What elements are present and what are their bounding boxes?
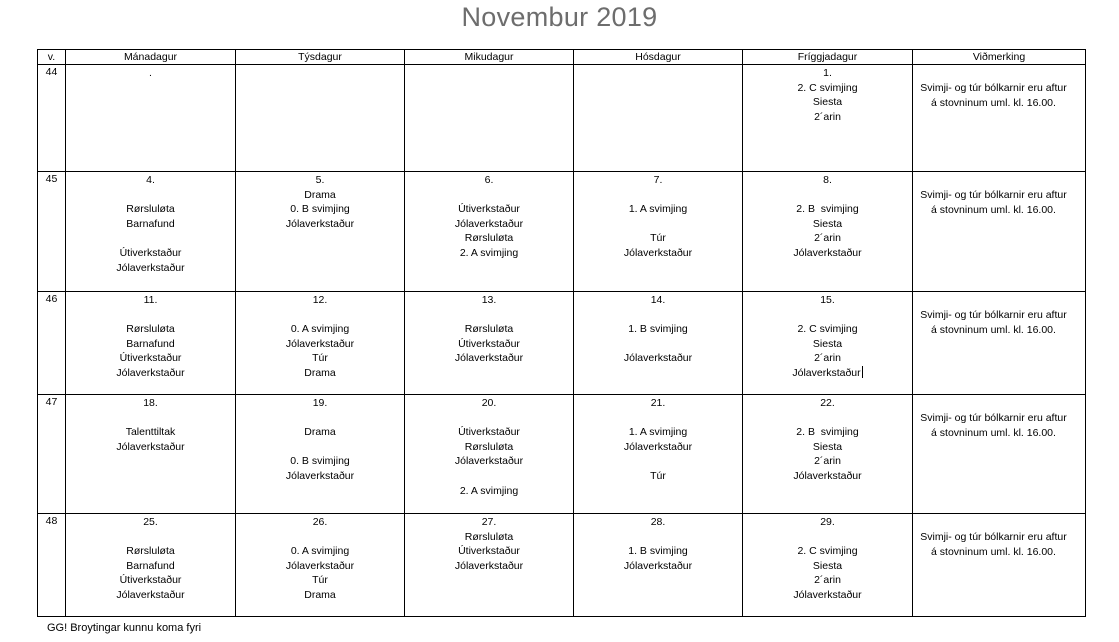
activity-item: Útiverkstaður	[119, 246, 182, 259]
activity-item: Jólaverkstaður	[454, 352, 524, 365]
week-row	[38, 395, 1086, 514]
day-date: 5.	[315, 174, 325, 186]
text-cursor	[862, 366, 863, 378]
activity-item: Útiverkstaður	[458, 545, 520, 558]
activity-item	[405, 308, 573, 323]
activity-item: Jólaverkstaður	[792, 366, 861, 379]
activity-item	[574, 411, 742, 426]
activity-item: Drama	[304, 426, 336, 439]
day-cell-friday	[743, 65, 913, 172]
activity-item: Jólaverkstaður	[116, 366, 185, 379]
day-date: 22.	[820, 397, 835, 409]
activity-item: 2´arin	[814, 232, 841, 245]
activity-item: Talenttiltak	[125, 426, 176, 439]
activity-item	[66, 231, 235, 246]
activity-item: 2. C svimjing	[797, 81, 858, 94]
activity-item	[743, 411, 912, 426]
activity-item: Jólaverkstaður	[793, 246, 862, 259]
day-date: 21.	[650, 397, 666, 409]
activity-item	[66, 411, 235, 426]
activity-item: 0. B svimjing	[290, 455, 350, 468]
day-date: 25.	[143, 516, 158, 528]
activity-item	[574, 188, 742, 203]
day-date: 27.	[481, 516, 497, 528]
note-cell	[913, 395, 1086, 514]
day-cell-tuesday	[236, 514, 405, 617]
column-header-tuesday: Týsdagur	[236, 50, 405, 65]
activity-item: 2. C svimjing	[797, 323, 858, 336]
footer-note: GG! Broytingar kunnu koma fyri	[47, 622, 202, 634]
day-date: 11.	[143, 294, 158, 306]
day-cell-tuesday	[236, 395, 405, 514]
activity-item: Jólaverkstaður	[285, 559, 355, 572]
activity-item: Jólaverkstaður	[454, 559, 524, 572]
day-cell-monday	[66, 172, 236, 292]
day-date: .	[149, 67, 152, 79]
activity-item: 2. A svimjing	[459, 484, 519, 497]
activity-item: Jólaverkstaður	[116, 440, 185, 453]
activity-item: Útiverkstaður	[119, 574, 182, 587]
activity-item: Jólaverkstaður	[285, 337, 355, 350]
activity-item	[574, 530, 742, 545]
activity-item: 0. A svimjing	[290, 323, 350, 336]
header-row	[38, 50, 1086, 65]
note-cell	[913, 172, 1086, 292]
activity-item: Jólaverkstaður	[454, 217, 524, 230]
activity-item	[405, 188, 573, 203]
note-cell	[913, 292, 1086, 395]
activity-item: Rørsluløta	[464, 323, 514, 336]
day-date: 1.	[823, 67, 832, 79]
day-cell-wednesday	[405, 514, 574, 617]
day-date: 12.	[312, 294, 328, 306]
activity-item: Útiverkstaður	[458, 426, 520, 439]
day-date: 18.	[143, 397, 158, 409]
day-date: 6.	[484, 174, 494, 186]
note-text: Svimji- og túr bólkarnir eru aftur á stovninum uml. kl. 16.00.	[920, 412, 1067, 439]
activity-item: Túr	[650, 232, 666, 245]
note-text: Svimji- og túr bólkarnir eru aftur á stovninum uml. kl. 16.00.	[920, 189, 1067, 216]
week-row	[38, 514, 1086, 617]
activity-item: Útiverkstaður	[458, 337, 520, 350]
activity-item: 1. A svimjing	[628, 203, 688, 216]
activity-item: Jólaverkstaður	[116, 588, 185, 601]
week-number: 47	[38, 395, 66, 514]
activity-item: Jólaverkstaður	[623, 559, 693, 572]
activity-item: Barnafund	[126, 559, 175, 572]
day-cell-friday	[743, 395, 913, 514]
activity-item: Barnafund	[126, 337, 175, 350]
day-date: 29.	[820, 516, 835, 528]
activity-item: 1. B svimjing	[628, 545, 688, 558]
day-cell-tuesday	[236, 65, 405, 172]
activity-item: Jólaverkstaður	[623, 246, 693, 259]
day-date: 15.	[820, 294, 835, 306]
day-cell-thursday	[574, 395, 743, 514]
day-date: 28.	[650, 516, 666, 528]
week-number: 46	[38, 292, 66, 395]
activity-item: Jólaverkstaður	[793, 588, 862, 601]
day-date: 20.	[481, 397, 497, 409]
day-date: 8.	[823, 174, 832, 186]
activity-item: Siesta	[812, 337, 843, 350]
note-text: Svimji- og túr bólkarnir eru aftur á stovninum uml. kl. 16.00.	[920, 531, 1067, 558]
column-header-monday: Mánadagur	[66, 50, 236, 65]
activity-item	[66, 530, 235, 545]
activity-item: Útiverkstaður	[119, 352, 182, 365]
activity-item: Útiverkstaður	[458, 203, 520, 216]
activity-item	[66, 188, 235, 203]
note-text: Svimji- og túr bólkarnir eru aftur á stovninum uml. kl. 16.00.	[920, 82, 1067, 109]
calendar-table	[37, 49, 1086, 617]
week-row	[38, 292, 1086, 395]
activity-item	[236, 308, 404, 323]
activity-item: Rørsluløta	[126, 545, 175, 558]
activity-item: Jólaverkstaður	[623, 440, 693, 453]
activity-item: Siesta	[812, 217, 843, 230]
note-cell	[913, 65, 1086, 172]
activity-item: Jólaverkstaður	[285, 217, 355, 230]
activity-item: Jólaverkstaður	[454, 455, 524, 468]
day-date: 13.	[481, 294, 497, 306]
activity-item	[405, 411, 573, 426]
activity-item: 0. B svimjing	[290, 203, 350, 216]
page-title: Novembur 2019	[461, 2, 658, 32]
activity-item: 2. B svimjing	[796, 203, 859, 216]
column-header-wednesday: Mikudagur	[405, 50, 574, 65]
day-cell-monday	[66, 65, 236, 172]
day-cell-thursday	[574, 172, 743, 292]
day-cell-tuesday	[236, 292, 405, 395]
activity-item: 2´arin	[814, 574, 841, 587]
activity-item: Túr	[312, 352, 328, 365]
activity-item	[743, 188, 912, 203]
day-cell-wednesday	[405, 292, 574, 395]
activity-item: Rørsluløta	[464, 530, 514, 543]
day-cell-monday	[66, 292, 236, 395]
activity-item: Siesta	[812, 440, 843, 453]
activity-item: 2´arin	[814, 352, 841, 365]
activity-item	[743, 308, 912, 323]
day-date: 26.	[312, 516, 328, 528]
day-cell-friday	[743, 292, 913, 395]
activity-item: Rørsluløta	[464, 440, 514, 453]
column-header-thursday: Hósdagur	[574, 50, 743, 65]
activity-item	[574, 454, 742, 469]
activity-item: 2. B svimjing	[796, 426, 859, 439]
activity-item: 2´arin	[814, 455, 841, 468]
activity-item: Jólaverkstaður	[285, 469, 355, 482]
activity-item	[574, 337, 742, 352]
activity-item: Drama	[304, 366, 336, 379]
activity-item: 0. A svimjing	[290, 545, 350, 558]
activity-item	[743, 530, 912, 545]
week-number: 44	[38, 65, 66, 172]
activity-item	[236, 440, 404, 455]
activity-item	[574, 217, 742, 232]
column-header-week: v.	[38, 50, 66, 65]
column-header-friday: Fríggjadagur	[743, 50, 913, 65]
note-cell	[913, 514, 1086, 617]
day-cell-wednesday	[405, 172, 574, 292]
activity-item	[236, 530, 404, 545]
week-row	[38, 172, 1086, 292]
column-header-notes: Viðmerking	[913, 50, 1086, 65]
activity-item	[236, 411, 404, 426]
activity-item: Drama	[304, 588, 336, 601]
activity-item	[66, 308, 235, 323]
note-text: Svimji- og túr bólkarnir eru aftur á stovninum uml. kl. 16.00.	[920, 309, 1067, 336]
week-row	[38, 65, 1086, 172]
activity-item: 2´arin	[814, 110, 841, 123]
activity-item	[574, 308, 742, 323]
week-number: 45	[38, 172, 66, 292]
day-cell-monday	[66, 514, 236, 617]
day-date: 7.	[653, 174, 663, 186]
activity-item: Rørsluløta	[464, 232, 514, 245]
activity-item: Túr	[650, 469, 666, 482]
activity-item: Drama	[304, 188, 336, 201]
activity-item: 2. A svimjing	[459, 246, 519, 259]
day-cell-tuesday	[236, 172, 405, 292]
activity-item: Jólaverkstaður	[793, 469, 862, 482]
day-cell-thursday	[574, 292, 743, 395]
week-number: 48	[38, 514, 66, 617]
activity-item	[405, 469, 573, 484]
day-cell-friday	[743, 172, 913, 292]
day-cell-thursday	[574, 65, 743, 172]
activity-item: Barnafund	[126, 217, 175, 230]
activity-item: Siesta	[812, 559, 843, 572]
day-cell-wednesday	[405, 395, 574, 514]
activity-item: Túr	[312, 574, 328, 587]
day-cell-friday	[743, 514, 913, 617]
day-cell-monday	[66, 395, 236, 514]
day-date: 19.	[312, 397, 328, 409]
activity-item: 2. C svimjing	[797, 545, 858, 558]
day-cell-wednesday	[405, 65, 574, 172]
activity-item: Rørsluløta	[126, 323, 175, 336]
activity-item: Jólaverkstaður	[116, 261, 185, 274]
activity-item: Siesta	[812, 96, 843, 109]
day-date: 14.	[650, 294, 666, 306]
activity-item: 1. A svimjing	[628, 426, 688, 439]
day-cell-thursday	[574, 514, 743, 617]
activity-item: 1. B svimjing	[628, 323, 688, 336]
day-date: 4.	[146, 174, 155, 186]
activity-item: Jólaverkstaður	[623, 352, 693, 365]
activity-item: Rørsluløta	[126, 203, 175, 216]
